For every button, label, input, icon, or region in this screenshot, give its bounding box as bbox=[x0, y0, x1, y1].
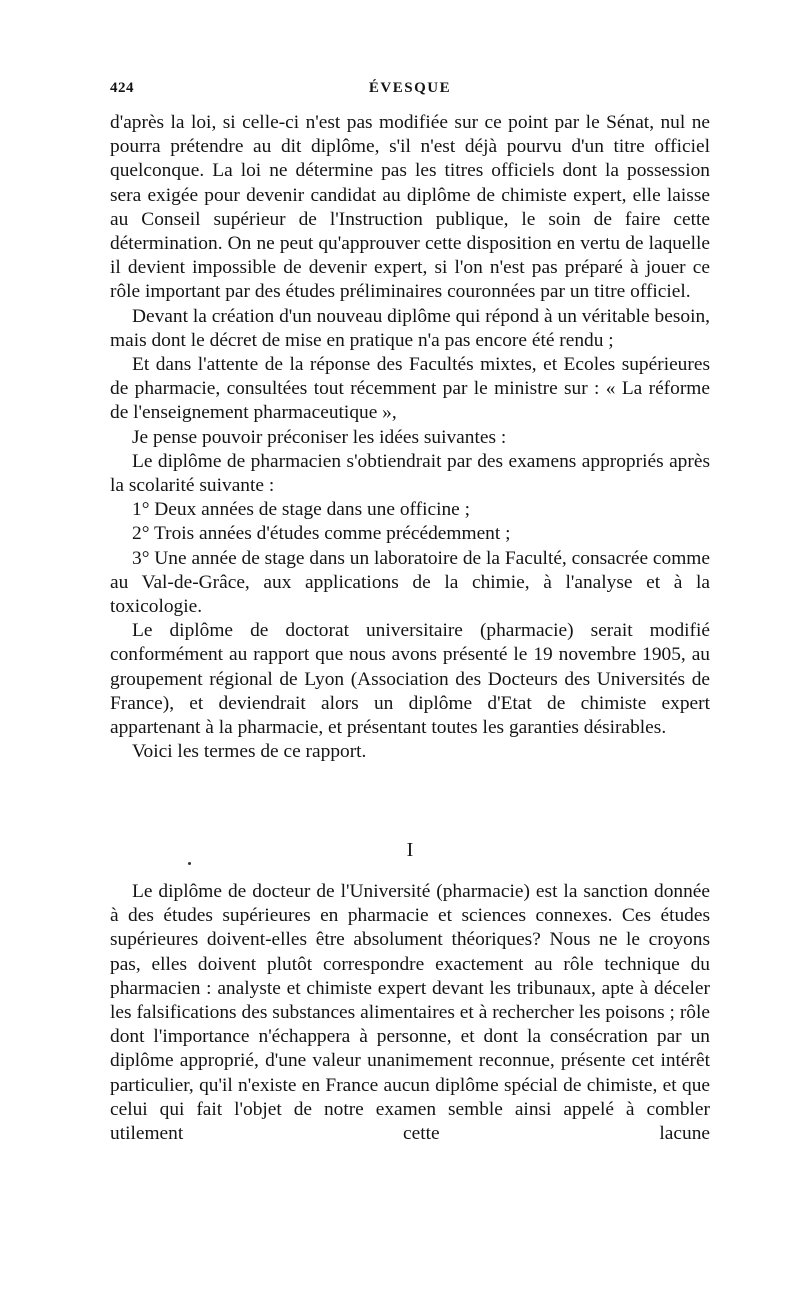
paragraph: Et dans l'attente de la réponse des Facultés mixtes, et Ecoles supérieures de pharmacie, consultées tout récemment par le ministre sur : « La réforme de l'enseignement pharmaceutique », bbox=[110, 354, 710, 424]
list-item: 3° Une année de stage dans un laboratoire de la Faculté, consacrée comme au Val-de-Grâce, aux applications de la chimie, à l'analyse et à la toxicologie. bbox=[110, 547, 710, 618]
text-block-2 bbox=[110, 880, 710, 1146]
ink-speck bbox=[188, 862, 191, 865]
paragraph: Le diplôme de docteur de l'Université (pharmacie) est la sanction donnée à des études supérieures en pharmacie et sciences connexes. Ces études supérieures doivent-elles être absolument théoriques? Nous ne le croyons pas, elles doivent plutôt correspondre exactement au rôle technique du pharmacien : analyste et chimiste expert devant les tribunaux, apte à déceler les falsifications des substances alimentaires et à rechercher les poisons ; rôle dont l'importance n'échappera à personne, et dont la consécration par un diplôme approprié, d'une valeur unanimement reconnue, présente cet intérêt particulier, qu'il n'existe en France aucun diplôme spécial de chimiste, et que celui qui fait l'objet de notre examen semble ainsi appelé à combler utilement cette lacune bbox=[110, 881, 710, 1145]
section-heading: I bbox=[406, 839, 414, 861]
paragraph: Voici les termes de ce rapport. bbox=[132, 741, 367, 763]
paragraph: Le diplôme de doctorat universitaire (pharmacie) serait modifié conformément au rapport que nous avons présenté le 19 novembre 1905, au groupement régional de Lyon (Association des Docteurs des Universités de France), et deviendrait alors un diplôme d'Etat de chimiste expert appartenant à la pharmacie, et présentant toutes les garanties désirables. bbox=[110, 620, 710, 739]
paragraph: Je pense pouvoir préconiser les idées suivantes : bbox=[132, 426, 507, 448]
running-title: ÉVESQUE bbox=[368, 80, 452, 96]
list-item: 2° Trois années d'études comme précédemment ; bbox=[132, 523, 511, 545]
paragraph-continuation: d'après la loi, si celle-ci n'est pas modifiée sur ce point par le Sénat, nul ne pourra prétendre au dit diplôme, s'il n'est déjà pourvu d'un titre officiel quelconque. La loi ne détermine pas les titres officiels dont la possession sera exigée pour devenir candidat au diplôme de chimiste expert, elle laisse au Conseil supérieur de l'Instruction publique, le soin de faire cette détermination. On ne peut qu'approuver cette disposition en vertu de laquelle il devient impossible de devenir expert, si l'on n'est pas préparé à jouer ce rôle important par des études préliminaires couronnées par un titre officiel. bbox=[110, 112, 710, 303]
paragraph: Le diplôme de pharmacien s'obtiendrait par des examens appropriés après la scolarité suivante : bbox=[110, 450, 710, 497]
list-item: 1° Deux années de stage dans une officine ; bbox=[132, 499, 471, 521]
paragraph: Devant la création d'un nouveau diplôme qui répond à un véritable besoin, mais dont le décret de mise en pratique n'a pas encore été rendu ; bbox=[110, 305, 710, 351]
text-block-1 bbox=[110, 111, 710, 764]
page-number: 424 bbox=[110, 80, 134, 96]
page-header bbox=[110, 80, 710, 102]
